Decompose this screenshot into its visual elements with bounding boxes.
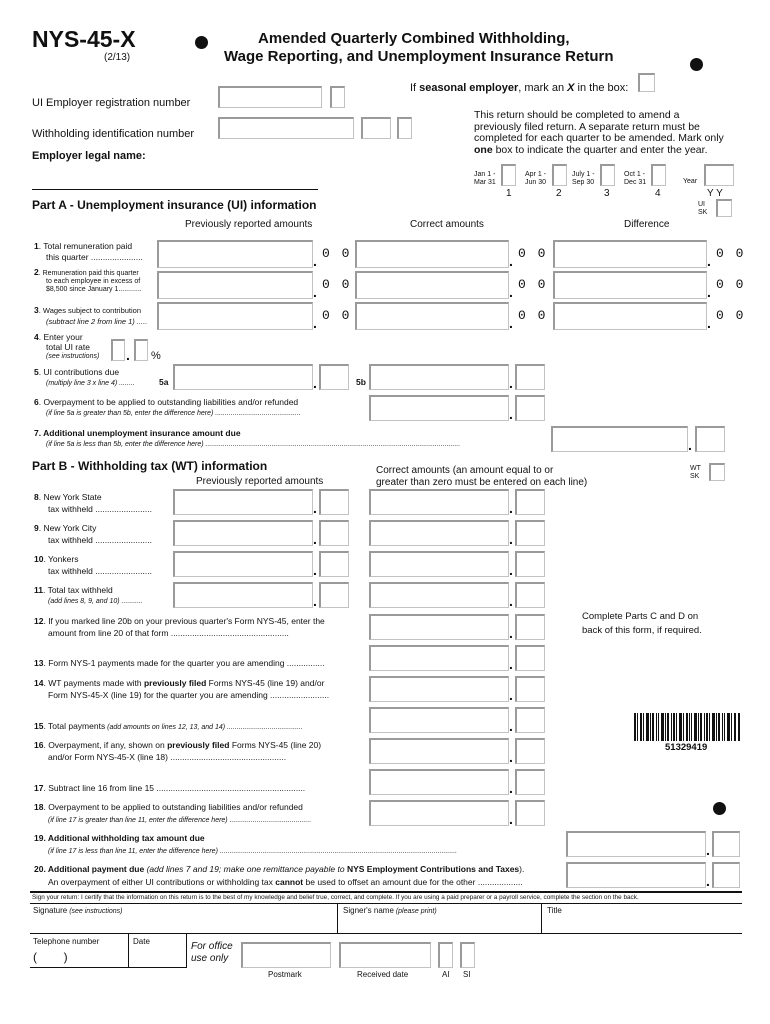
line-6-cents-field[interactable]: [515, 395, 545, 421]
line-1-correct-field[interactable]: [355, 240, 509, 268]
decimal-point: .: [706, 842, 710, 858]
si-field[interactable]: [460, 942, 475, 968]
decimal-point: .: [707, 253, 711, 269]
line-6-field[interactable]: [369, 395, 509, 421]
quarter-1-label: Jan 1 - Mar 31: [474, 171, 496, 186]
line-11-correct-field[interactable]: [369, 582, 509, 608]
line-10-previous-field[interactable]: [173, 551, 313, 577]
line-18-field[interactable]: [369, 800, 509, 826]
line-5a-cents-field[interactable]: [319, 364, 349, 390]
wt-sk-checkbox[interactable]: [709, 463, 725, 481]
quarter-2-label: Apr 1 - Jun 30: [525, 171, 547, 186]
year-label: Year: [683, 178, 698, 185]
office-use-label: For office use only: [191, 941, 233, 964]
line-3-previous-field[interactable]: [157, 302, 313, 330]
line-7-cents-field[interactable]: [695, 426, 725, 452]
line-14-cents[interactable]: [515, 676, 545, 702]
line-8-previous-cents[interactable]: [319, 489, 349, 515]
line-18-cents[interactable]: [515, 800, 545, 826]
decimal-point: .: [509, 780, 513, 796]
quarter-1-checkbox[interactable]: [501, 164, 516, 186]
decimal-point: .: [509, 375, 513, 391]
quarter-2-checkbox[interactable]: [552, 164, 567, 186]
line-17-field[interactable]: [369, 769, 509, 795]
col-previously-reported-wt: Previously reported amounts: [196, 476, 324, 487]
line-16-cents[interactable]: [515, 738, 545, 764]
date-label: Date: [133, 937, 150, 946]
decimal-point: .: [509, 500, 513, 516]
line-14-label: 14. WT payments made with previously filed Forms NYS-45 (line 19) and/or Form NYS-45-X (line 19) for the quarter you are amending .........................: [34, 678, 330, 700]
received-date-label: Received date: [357, 970, 409, 979]
ui-sk-checkbox[interactable]: [716, 199, 732, 217]
line-13-cents[interactable]: [515, 645, 545, 671]
line-11-correct-cents[interactable]: [515, 582, 545, 608]
line-5a-tag: 5a: [159, 377, 169, 387]
complete-parts-note: Complete Parts C and D on back of this form, if required.: [582, 611, 702, 636]
line-1-previous-cents: 0 0: [322, 246, 352, 261]
line-9-correct-field[interactable]: [369, 520, 509, 546]
phone-divider: [128, 933, 129, 967]
line-8-previous-field[interactable]: [173, 489, 313, 515]
telephone-label: Telephone number: [33, 937, 100, 946]
barcode: [634, 713, 740, 741]
part-b-title: Part B - Withholding tax (WT) information: [32, 459, 268, 473]
line-15-field[interactable]: [369, 707, 509, 733]
decimal-point: .: [509, 687, 513, 703]
withholding-id-suffix[interactable]: [361, 117, 391, 139]
line-14-field[interactable]: [369, 676, 509, 702]
decimal-point: .: [313, 593, 317, 609]
line-19-field[interactable]: [566, 831, 706, 857]
received-date-field[interactable]: [339, 942, 431, 968]
line-2-previous-cents: 0 0: [322, 277, 352, 292]
barcode-number: 51329419: [665, 742, 708, 753]
part-a-title: Part A - Unemployment insurance (UI) information: [32, 198, 317, 212]
col-previously-reported: Previously reported amounts: [185, 219, 313, 230]
signature-label: Signature (see instructions): [33, 906, 123, 915]
title-divider: [541, 903, 542, 933]
ui-rate-digit-2[interactable]: [134, 339, 148, 361]
line-3-previous-cents: 0 0: [322, 308, 352, 323]
line-10-correct-cents[interactable]: [515, 551, 545, 577]
percent-sign: %: [151, 350, 161, 362]
line-16-field[interactable]: [369, 738, 509, 764]
signature-rule: [30, 903, 742, 904]
sign-your-return-text: Sign your return: I certify that the information on this return is to the best of my knowledge and belief true, correct, and complete. If you are using a paid preparer or a payroll service, complete the section on the back.: [32, 894, 639, 901]
col-correct-amounts-wt: Correct amounts (an amount equal to or greater than zero must be entered on each line): [376, 465, 588, 488]
line-15-cents[interactable]: [515, 707, 545, 733]
line-20-label: 20. Additional payment due (add lines 7 and 19; make one remittance payable to NYS Employment Contributions and Taxes). An overpayment of either UI contributions or withholding tax cannot be used to offset an amount due for the other ...................: [34, 864, 525, 887]
line-18-label: 18. Overpayment to be applied to outstanding liabilities and/or refunded (if line 17 is greater than line 11, enter the difference here) ..........................................: [34, 802, 312, 824]
quarter-3-label: July 1 - Sep 30: [572, 171, 595, 186]
decimal-point: .: [509, 593, 513, 609]
decimal-point: .: [313, 562, 317, 578]
line-2-previous-field[interactable]: [157, 271, 313, 299]
line-8-correct-field[interactable]: [369, 489, 509, 515]
line-2-difference-cents: 0 0: [716, 277, 746, 292]
decimal-point: .: [313, 253, 317, 269]
registration-mark-dot: [713, 802, 726, 815]
telephone-paren: ( ): [33, 950, 68, 964]
line-16-label: 16. Overpayment, if any, shown on previously filed Forms NYS-45 (line 20) and/or Form NYS-45-X (line 18) .................................................: [34, 740, 322, 762]
quarter-4-number: 4: [655, 188, 661, 199]
decimal-point: .: [509, 749, 513, 765]
decimal-point: .: [509, 562, 513, 578]
registration-mark-dot: [195, 36, 208, 49]
line-7-label: 7. Additional unemployment insurance amount due (if line 5a is less than 5b, enter the difference here) ...................................................................................................................................: [34, 428, 461, 448]
decimal-point: .: [509, 315, 513, 331]
decimal-point: .: [313, 375, 317, 391]
line-13-field[interactable]: [369, 645, 509, 671]
line-2-correct-cents: 0 0: [518, 277, 548, 292]
seasonal-employer-label: If seasonal employer, mark an X in the box:: [410, 82, 629, 94]
signature-top-rule: [30, 891, 742, 893]
year-yy-label: Y Y: [707, 188, 723, 199]
line-5b-tag: 5b: [356, 377, 366, 387]
ui-registration-label: UI Employer registration number: [32, 97, 191, 109]
signer-name-label: Signer's name (please print): [343, 906, 437, 915]
legal-name-line: [32, 189, 318, 190]
quarter-3-number: 3: [604, 188, 610, 199]
line-9-previous-field[interactable]: [173, 520, 313, 546]
decimal-point: .: [509, 531, 513, 547]
quarter-4-label: Oct 1 - Dec 31: [624, 171, 647, 186]
decimal-point: .: [707, 315, 711, 331]
line-1-difference-field[interactable]: [553, 240, 707, 268]
quarter-2-number: 2: [556, 188, 562, 199]
line-11-previous-field[interactable]: [173, 582, 313, 608]
postmark-field[interactable]: [241, 942, 331, 968]
instructions-text: This return should be completed to amend a previously filed return. A separate return must be completed for each quarter to be amended. Mark only one box to indicate the quarter and enter the year.: [474, 109, 724, 156]
line-4-label: 4. Enter your total UI rate (see instructions): [34, 332, 100, 360]
col-difference: Difference: [624, 219, 670, 230]
line-9-correct-cents[interactable]: [515, 520, 545, 546]
line-12-cents[interactable]: [515, 614, 545, 640]
date-divider: [186, 933, 187, 967]
line-8-label: 8. New York State tax withheld ........................: [34, 492, 152, 514]
signature-divider: [337, 903, 338, 933]
decimal-point: .: [126, 347, 130, 363]
line-17-cents[interactable]: [515, 769, 545, 795]
line-10-label: 10. Yonkers tax withheld ........................: [34, 554, 152, 576]
withholding-id-field[interactable]: [218, 117, 354, 139]
decimal-point: .: [509, 253, 513, 269]
decimal-point: .: [313, 500, 317, 516]
ai-label: AI: [442, 970, 450, 979]
line-17-label: 17. Subtract line 16 from line 15 ...............................................................: [34, 783, 306, 793]
quarter-3-checkbox[interactable]: [600, 164, 615, 186]
line-2-correct-field[interactable]: [355, 271, 509, 299]
line-11-label: 11. Total tax withheld (add lines 8, 9, and 10) ...........: [34, 585, 143, 605]
postmark-label: Postmark: [268, 970, 302, 979]
withholding-id-check-digit[interactable]: [397, 117, 412, 139]
line-5-label: 5. UI contributions due (multiply line 3 x line 4) ........: [34, 367, 135, 387]
line-1-difference-cents: 0 0: [716, 246, 746, 261]
line-3-correct-cents: 0 0: [518, 308, 548, 323]
form-title-line1: Amended Quarterly Combined Withholding,: [258, 30, 570, 47]
form-id: NYS-45-X: [32, 26, 136, 52]
line-11-previous-cents[interactable]: [319, 582, 349, 608]
line-1-previous-field[interactable]: [157, 240, 313, 268]
employer-legal-name-label: Employer legal name:: [32, 150, 146, 162]
decimal-point: .: [509, 284, 513, 300]
line-3-difference-field[interactable]: [553, 302, 707, 330]
decimal-point: .: [706, 873, 710, 889]
decimal-point: .: [688, 437, 692, 453]
line-10-previous-cents[interactable]: [319, 551, 349, 577]
line-6-label: 6. Overpayment to be applied to outstanding liabilities and/or refunded (if line 5a is greater than 5b, enter the difference here) ............................................: [34, 397, 301, 417]
decimal-point: .: [313, 284, 317, 300]
si-label: SI: [463, 970, 471, 979]
line-2-label: 2. Remuneration paid this quarter to each employee in excess of $8,500 since January 1............: [34, 267, 142, 293]
decimal-point: .: [313, 315, 317, 331]
line-1-label: 1. Total remuneration paid this quarter ......................: [34, 241, 143, 262]
revision-date: (2/13): [104, 52, 131, 63]
ui-sk-label: UI SK: [698, 201, 708, 216]
ui-rate-digit-1[interactable]: [111, 339, 125, 361]
decimal-point: .: [509, 718, 513, 734]
line-9-previous-cents[interactable]: [319, 520, 349, 546]
line-12-label: 12. If you marked line 20b on your previous quarter's Form NYS-45, enter the amount from line 20 of that form ..................................................: [34, 616, 325, 638]
line-19-cents[interactable]: [712, 831, 740, 857]
ui-registration-field[interactable]: [218, 86, 322, 108]
decimal-point: .: [509, 406, 513, 422]
decimal-point: .: [313, 531, 317, 547]
withholding-id-label: Withholding identification number: [32, 128, 195, 140]
line-2-difference-field[interactable]: [553, 271, 707, 299]
line-5b-field[interactable]: [369, 364, 509, 390]
line-8-correct-cents[interactable]: [515, 489, 545, 515]
year-field[interactable]: [704, 164, 734, 186]
registration-mark-dot: [690, 58, 703, 71]
line-10-correct-field[interactable]: [369, 551, 509, 577]
decimal-point: .: [707, 284, 711, 300]
line-19-label: 19. Additional withholding tax amount due (if line 17 is less than line 11, enter the difference here) ..........................................................................................................................: [34, 833, 458, 855]
line-20-field[interactable]: [566, 862, 706, 888]
decimal-point: .: [509, 656, 513, 672]
line-9-label: 9. New York City tax withheld ........................: [34, 523, 152, 545]
decimal-point: .: [509, 811, 513, 827]
line-13-label: 13. Form NYS-1 payments made for the quarter you are amending ................: [34, 658, 325, 668]
line-15-label: 15. Total payments (add amounts on lines 12, 13, and 14) .......................................: [34, 721, 303, 731]
form-title-line2: Wage Reporting, and Unemployment Insurance Return: [224, 48, 614, 65]
line-7-field[interactable]: [551, 426, 688, 452]
title-label: Title: [547, 906, 562, 915]
line-1-correct-cents: 0 0: [518, 246, 548, 261]
line-5b-cents-field[interactable]: [515, 364, 545, 390]
seasonal-employer-checkbox[interactable]: [638, 73, 655, 92]
line-12-field[interactable]: [369, 614, 509, 640]
line-5a-field[interactable]: [173, 364, 313, 390]
line-3-difference-cents: 0 0: [716, 308, 746, 323]
line-20-cents[interactable]: [712, 862, 740, 888]
phone-bottom-rule: [30, 967, 187, 968]
ui-registration-check-digit[interactable]: [330, 86, 345, 108]
ai-field[interactable]: [438, 942, 453, 968]
quarter-4-checkbox[interactable]: [651, 164, 666, 186]
line-3-label: 3. Wages subject to contribution (subtract line 2 from line 1) .....: [34, 305, 148, 326]
decimal-point: .: [509, 625, 513, 641]
quarter-1-number: 1: [506, 188, 512, 199]
col-correct-amounts: Correct amounts: [410, 219, 484, 230]
line-3-correct-field[interactable]: [355, 302, 509, 330]
wt-sk-label: WT SK: [690, 465, 701, 480]
signature-bottom-rule: [30, 933, 742, 934]
